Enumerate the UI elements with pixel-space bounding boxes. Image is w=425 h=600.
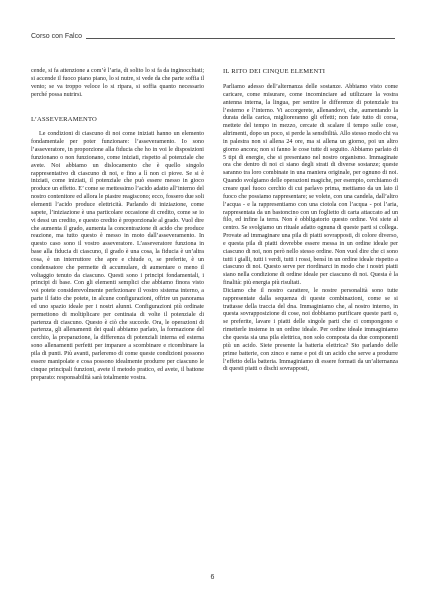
rito-paragraph-1: Parliamo adesso dell’alternanza delle sostanze. Abbiamo visto come caricare, come misurare, come incominciare ad utilizzare la vostra antenna interna, la lingua, per sentire le differenze di potenziale tra l’esterno e l’interno. Vi accorgerete, allenandovi, che, aumentando la durata della carica, miglioreranno gli effetti; non fate tutto di corsa, mettete del tempo in mezzo, cercate di scalare il tempo sulle cose, altrimenti, dopo un poco, si perde la sensibilità. Allo stesso modo chi va in palestra non si allena 24 ore, ma si allena un giorno, poi un altro giorno ancora; non si fanno le cose tutte di seguito. Abbiamo parlato di 5 tipi di energie, che si presentano nel nostro organismo. Immaginate ora che dentro di noi ci siano degli strati di diverse sostanze; queste saranno tra loro combinate in una maniera originale, per ognuno di noi. Quando svolgiamo delle operazioni magiche, per esempio, cerchiamo di creare quel fuoco cerchio di cui parlavo prima, mettiamo da un lato il fuoco che possiamo rappresentare; se volete, con una candela, dall’altro l’acqua - e la rappresentiamo con una ciotola con l’acqua - poi l’aria, rappresentata da un bastoncino con un foglietto di carta attaccato ad un filo, ed infine la terra. Non è obbligatorio questo ordine. Voi siete al centro. Se svolgiamo un rituale adatto ognuna di queste parti si collega. Provate ad immaginare una pila di piatti sovrapposti, di colore diverso, e questa pila di piatti dovrebbe essere messa in un ordine ideale per ciascuno di noi, non però nello stesso ordine. Non vuol dire che ci sono tutti i gialli, tutti i verdi, tutti i rossi, bensì in un ordine ideale rispetto a ciascuno di noi. Questo serve per riordinarci in modo che i nostri piatti siano nella condizione di ordine ideale per ciascuno di noi. Questa è la finalità: più energia più risultati. <box>223 84 398 287</box>
asseveramento-paragraph: Le condizioni di ciascuno di noi come iniziati hanno un elemento fondamentale per poter funzionare: l’asseveramento. Io sono l’asseveratore, in proporzione alla fiducia che ho in voi le disposizioni funzionano o non funzionano, come iniziati, rispetto al potenziale che avete. Noi abbiamo un dislocamento che è quello singolo rappresentativo di ciascuno di noi, e fino a lì non ci piove. Se si è iniziati, come iniziati, il potenziale che può essere messo in gioco produce un effetto. E’ come se mettessimo l’acido adatto all’interno del nostro contenitore ed allora le piastre reagiscono; ecco, fossero due soli elementi l’acido produce elettricità. Parlando di iniziazione, come sapete, l’iniziazione è una particolare occasione di credito, come se io vi dessi un credito, e questo credito è proporzionale al grado. Vuol dire che aumenta il grado, aumenta la concentrazione di acido che produce reazione, ma tutto questo è messo in moto dall’asseveramento. In questo caso sono il vostro asseveratore. L’asseveratore funziona in base alla fiducia di ciascuno, il grado è una cosa, la fiducia è un’altra cosa, è un interruttore che apre e chiude o, se preferite, è un condensatore che permette di accumulare, di aumentare o meno il voltaggio tenuto da ciascuno. Questi sono i principi fondamentali, i principi di base. Con gli elementi semplici che abbiamo finora visto voi potete considerevolmente perfezionare il vostro sistema interno, a parte il fatto che potete, in alcune configurazioni, offrire un panorama ed uno spazio ideale per i nostri alunni. Configurazioni più ordinate permettono di moltiplicare per centinaia di volte il potenziale di partenza di ciascuno. Questo è ciò che succede. Ora, le operazioni di partenza, gli allenamenti dei quali abbiamo parlato, la formazione del cerchio, la preparazione, la differenza di potenziali interna ed esterna sono allenamenti perfetti per imparare a scombinare e ricombinare la pila di punti. Più avanti, parleremo di come queste condizioni possono essere manipolate e cosa possono idealmente produrre per ciascuno le cinque principali funzioni, avete il metodo pratico, ed avete, il battone preparato: responsabilità sarà totalmente vostra. <box>31 131 204 381</box>
left-column <box>31 68 204 382</box>
intro-paragraph: cende, si fa attenzione a com’è l’aria, di solito lo si fa da inginocchiati; si accende il fuoco piano piano, lo si nutre, si vede da che parte soffia il vento; se va troppo veloce lo si ripara, si soffia quanto necessario perché possa nutrirsi. <box>31 68 205 98</box>
section-title-rito: IL RITO DEI CINQUE ELEMENTI <box>223 68 326 75</box>
right-column <box>223 68 398 374</box>
header-rule <box>86 38 395 39</box>
rito-paragraph-2: Diciamo che il nostro carattere, le nostre personalità sono tutte rappresentate dalla sequenza di queste combinazioni, come se si trattasse della traccia del dna. Immaginiamo che, al nostro interno, in questa sovrapposizione di cose, noi dobbiamo purificare queste parti o, se preferite, lavare i piatti delle singole parti che ci compongono e rimetterle insieme in un ordine ideale. Per ordine ideale immaginiamo che questa sia una pila elettrica, non solo composta da due componenti più un acido. Siete presente la batteria elettrica? Sto parlando delle prime batterie, con zinco e rame e poi di un acido che serve a produrre l’effetto della batteria. Immaginiamo di essere formati da un’alternanza di questi piatti o dischi sovrapposti, <box>223 287 398 373</box>
section-title-asseveramento: L’ASSEVERAMENTO <box>31 116 98 124</box>
page-number: 6 <box>210 574 215 581</box>
running-header <box>31 29 395 41</box>
header-title: Corso con Falco <box>31 33 82 40</box>
